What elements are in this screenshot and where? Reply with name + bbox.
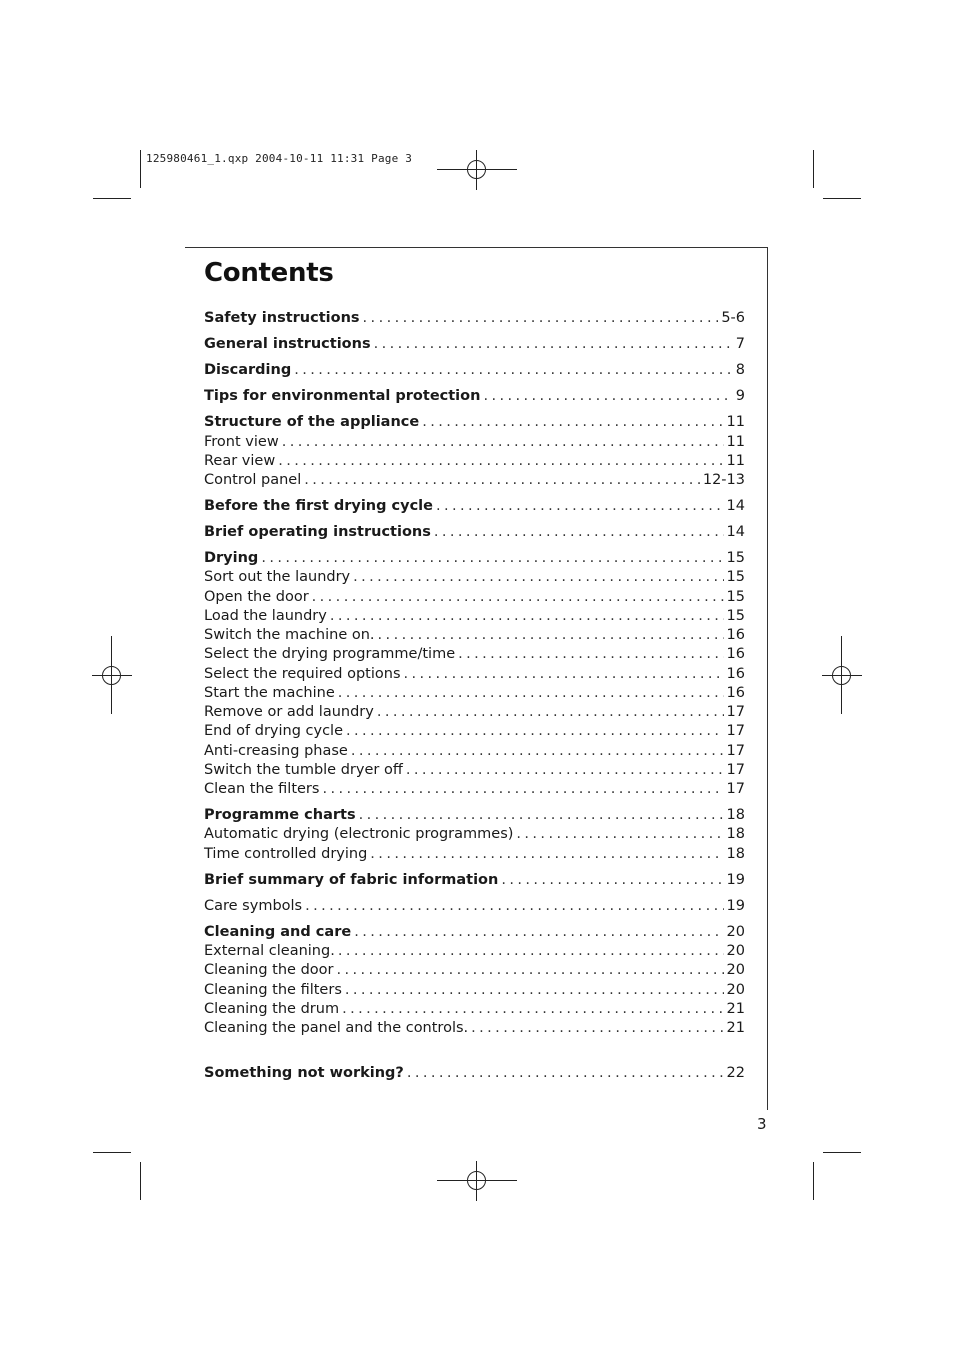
toc-leader [363,310,719,326]
toc-entry-label: External cleaning. [204,943,335,959]
toc-entry-label: Select the required options [204,666,401,682]
toc-entry-page: 15 [726,550,745,566]
toc-entry[interactable] [204,943,745,963]
toc-entry[interactable] [204,524,745,544]
toc-entry[interactable] [204,472,745,492]
toc-entry-page: 18 [726,807,745,823]
toc-entry-label: Remove or add laundry [204,704,374,720]
crop-mark-bottom-left-vertical [140,1162,141,1200]
toc-entry-page: 18 [726,826,745,842]
toc-entry-page: 21 [726,1001,745,1017]
registration-mark-left-icon [92,636,132,714]
toc-entry-label: Control panel [204,472,302,488]
toc-entry[interactable] [204,589,745,609]
toc-entry-label: Clean the filters [204,781,320,797]
toc-entry[interactable] [204,336,745,356]
toc-entry-page: 20 [726,924,745,940]
toc-leader [338,943,724,959]
frame-top-rule [185,247,768,248]
toc-entry-label: Cleaning the panel and the controls. [204,1020,469,1036]
toc-entry-page: 14 [726,524,745,540]
toc-entry-page: 15 [726,569,745,585]
toc-entry[interactable] [204,846,745,866]
toc-entry-page: 16 [726,685,745,701]
toc-entry-label: Cleaning the filters [204,982,342,998]
toc-entry-label: General instructions [204,336,371,352]
toc-entry[interactable] [204,434,745,454]
toc-entry[interactable] [204,453,745,473]
toc-entry[interactable] [204,685,745,705]
toc-entry-label: Sort out the laundry [204,569,351,585]
toc-leader [351,743,724,759]
toc-entry-label: Anti-creasing phase [204,743,348,759]
toc-entry-label: Start the machine [204,685,335,701]
toc-entry-label: Brief operating instructions [204,524,431,540]
toc-entry-label: Load the laundry [204,608,327,624]
toc-entry-page: 15 [726,589,745,605]
toc-entry[interactable] [204,388,745,408]
toc-leader [501,872,723,888]
toc-leader [342,1001,723,1017]
crop-mark-bottom-right-horizontal [823,1152,861,1153]
toc-entry[interactable] [204,743,745,763]
toc-entry-label: Care symbols [204,898,303,914]
toc-entry[interactable] [204,962,745,982]
toc-entry[interactable] [204,550,745,570]
toc-entry-label: Safety instructions [204,310,360,326]
toc-entry-page: 21 [726,1020,745,1036]
toc-entry-page: 17 [726,762,745,778]
page-title: Contents [204,258,334,288]
toc-entry-page: 20 [726,982,745,998]
toc-leader [377,704,724,720]
toc-entry-page: 19 [726,898,745,914]
toc-leader [436,498,724,514]
crop-mark-top-left-horizontal [93,198,131,199]
toc-entry-page: 16 [726,646,745,662]
toc-leader [345,982,724,998]
toc-entry-label: Tips for environmental protection [204,388,481,404]
toc-entry[interactable] [204,872,745,892]
crop-mark-top-right-horizontal [823,198,861,199]
toc-entry-page: 11 [726,434,745,450]
toc-entry-page: 20 [726,962,745,978]
toc-entry[interactable] [204,608,745,628]
toc-entry-page: 17 [726,723,745,739]
toc-entry-label: Brief summary of fabric information [204,872,499,888]
toc-entry[interactable] [204,982,745,1002]
toc-leader [353,569,723,585]
toc-leader [330,608,724,624]
registration-mark-right-icon [822,636,862,714]
crop-mark-bottom-left-horizontal [93,1152,131,1153]
toc-entry-page: 12-13 [702,472,745,488]
toc-entry-label: Rear view [204,453,276,469]
toc-leader [516,826,723,842]
toc-entry-label: Time controlled drying [204,846,368,862]
toc-leader [434,524,724,540]
toc-entry[interactable] [204,898,745,918]
toc-entry[interactable] [204,1020,745,1040]
toc-entry-page: 17 [726,743,745,759]
registration-mark-bottom-icon [437,1161,517,1201]
frame-right-rule [767,247,768,1110]
toc-entry-label: Open the door [204,589,309,605]
toc-leader [354,924,723,940]
toc-entry-label: Select the drying programme/time [204,646,456,662]
toc-entry-label: Cleaning the door [204,962,334,978]
toc-leader [483,388,732,404]
toc-entry-page: 16 [726,666,745,682]
toc-leader [278,453,723,469]
toc-entry-label: Programme charts [204,807,356,823]
toc-entry[interactable] [204,723,745,743]
toc-leader [406,762,724,778]
toc-entry-page: 22 [726,1065,745,1081]
toc-leader [404,666,724,682]
toc-entry-page: 9 [735,388,745,404]
toc-entry-label: Before the first drying cycle [204,498,433,514]
toc-leader [374,336,733,352]
toc-entry-page: 20 [726,943,745,959]
toc-entry[interactable] [204,807,745,827]
toc-entry[interactable] [204,666,745,686]
toc-entry[interactable] [204,826,745,846]
toc-leader [471,1020,723,1036]
toc-entry-page: 7 [735,336,745,352]
toc-entry-page: 11 [726,453,745,469]
toc-leader [422,414,723,430]
print-slug: 125980461_1.qxp 2004-10-11 11:31 Page 3 [146,152,413,165]
toc-entry-page: 16 [726,627,745,643]
toc-entry[interactable] [204,924,745,944]
toc-entry-label: Automatic drying (electronic programmes) [204,826,514,842]
toc-leader [370,846,723,862]
toc-entry-label: Structure of the appliance [204,414,420,430]
toc-entry-page: 17 [726,704,745,720]
toc-leader [359,807,724,823]
toc-leader [312,589,724,605]
toc-entry-page: 8 [735,362,745,378]
registration-mark-top-icon [437,150,517,190]
toc-entry-label: Switch the machine on. [204,627,375,643]
toc-entry-page: 11 [726,414,745,430]
toc-entry[interactable] [204,569,745,589]
toc-leader [346,723,724,739]
toc-entry[interactable] [204,704,745,724]
toc-entry-page: 19 [726,872,745,888]
toc-entry[interactable] [204,781,745,801]
toc-leader [338,685,724,701]
toc-entry[interactable] [204,310,745,330]
toc-leader [322,781,723,797]
toc-leader [282,434,724,450]
toc-entry-page: 5-6 [721,310,745,326]
page-number: 3 [757,1115,767,1133]
toc-leader [337,962,724,978]
toc-leader [305,898,723,914]
toc-leader [261,550,723,566]
toc-leader [304,472,700,488]
toc-entry-page: 17 [726,781,745,797]
toc-entry-label: Cleaning the drum [204,1001,340,1017]
toc-leader [378,627,724,643]
crop-mark-top-right-vertical [813,150,814,188]
toc-entry-label: Something not working? [204,1065,404,1081]
crop-mark-bottom-right-vertical [813,1162,814,1200]
toc-entry[interactable] [204,627,745,647]
toc-entry-label: Drying [204,550,259,566]
toc-entry[interactable] [204,362,745,382]
toc-entry-label: End of drying cycle [204,723,344,739]
toc-entry[interactable] [204,646,745,666]
toc-leader [458,646,723,662]
toc-entry[interactable] [204,1065,745,1085]
toc-entry-label: Front view [204,434,279,450]
toc-leader [294,362,733,378]
toc-entry-page: 15 [726,608,745,624]
toc-entry-page: 14 [726,498,745,514]
toc-entry[interactable] [204,1001,745,1021]
toc-entry-label: Discarding [204,362,292,378]
toc-entry[interactable] [204,762,745,782]
toc-entry[interactable] [204,414,745,434]
toc-leader [407,1065,724,1081]
crop-mark-top-left-vertical [140,150,141,188]
toc-entry-label: Switch the tumble dryer off [204,762,403,778]
toc-entry-label: Cleaning and care [204,924,352,940]
toc-entry[interactable] [204,498,745,518]
toc-entry-page: 18 [726,846,745,862]
